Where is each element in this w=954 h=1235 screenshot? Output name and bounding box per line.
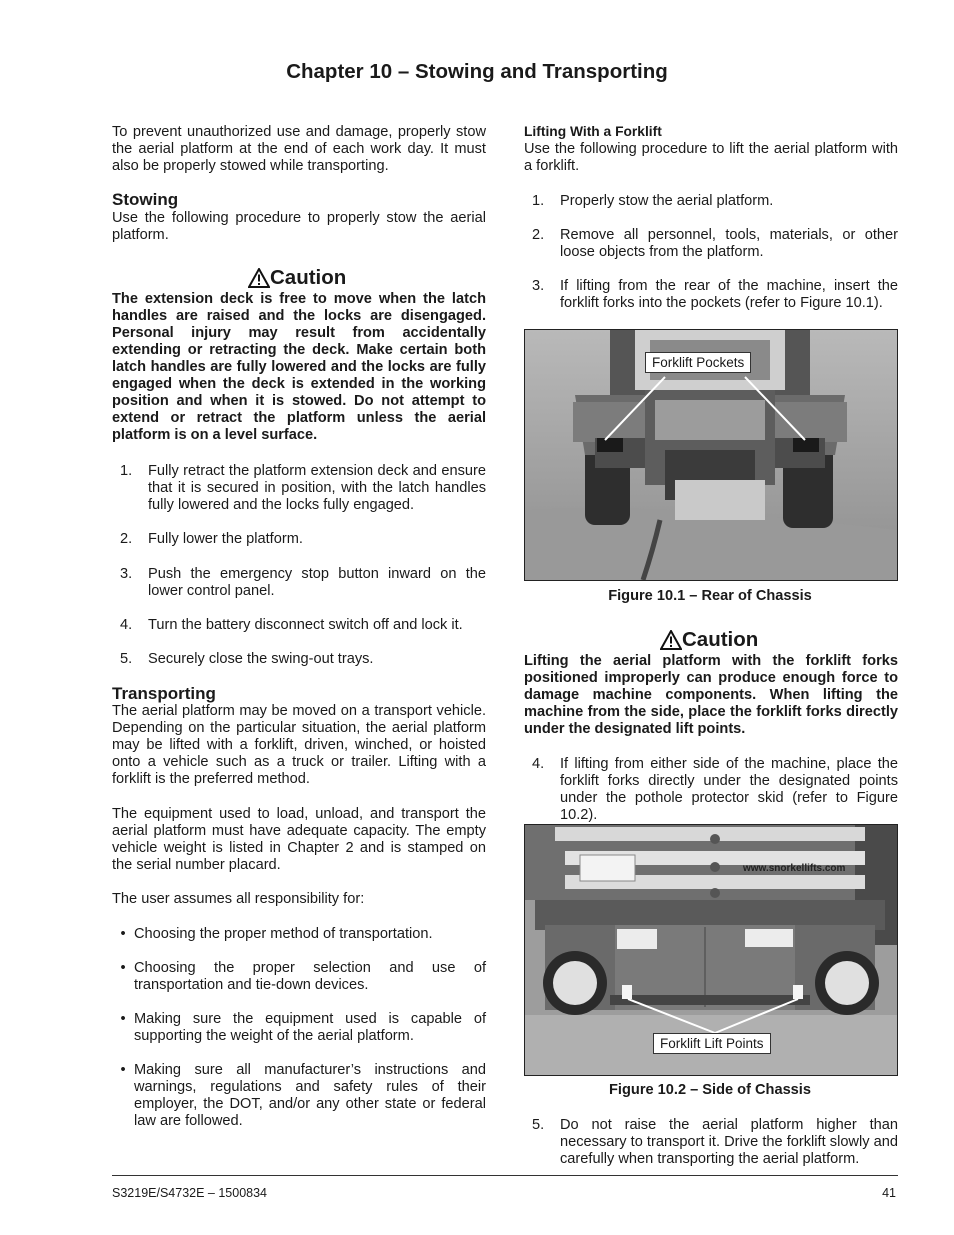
warning-icon bbox=[248, 268, 270, 288]
warning-icon bbox=[660, 630, 682, 650]
stow-step-2 bbox=[120, 531, 486, 548]
page-title: Chapter 10 – Stowing and Transporting bbox=[286, 60, 668, 83]
step-text: Remove all personnel, tools, materials, or other loose objects from the platform. bbox=[560, 227, 898, 260]
forklift-heading: Lifting With a Forklift bbox=[524, 124, 662, 139]
step-number: 5. bbox=[532, 1117, 545, 1133]
step-number: 3. bbox=[532, 278, 545, 294]
bullet-dot: • bbox=[120, 1062, 126, 1078]
stow-step-5 bbox=[120, 651, 486, 668]
step-text: Fully lower the platform. bbox=[148, 531, 303, 547]
transporting-paragraph-2: The equipment used to load, unload, and transport the aerial platform must have adequate capacity. The empty vehicle weight is listed in Chapter 2 and is stamped on the serial number placard. bbox=[112, 806, 486, 873]
bullet-text: Choosing the proper selection and use of transportation and tie-down devices. bbox=[134, 960, 486, 993]
step-number: 1. bbox=[120, 463, 133, 479]
figure1-callout: Forklift Pockets bbox=[645, 352, 751, 373]
responsibility-bullet-2 bbox=[112, 960, 486, 994]
step-number: 1. bbox=[532, 193, 545, 209]
figure-side-of-chassis bbox=[524, 824, 898, 1076]
lift-step-4 bbox=[532, 756, 898, 824]
lift-step-5 bbox=[532, 1117, 898, 1168]
stowing-heading: Stowing bbox=[112, 190, 179, 209]
bullet-text: Making sure all manufacturer’s instructions and warnings, regulations and safety rules of their employer, the DOT, and/or any other state or federal law are followed. bbox=[134, 1062, 486, 1129]
step-text: Turn the battery disconnect switch off and lock it. bbox=[148, 617, 463, 633]
bullet-dot: • bbox=[120, 926, 126, 942]
transporting-paragraph-3: The user assumes all responsibility for: bbox=[112, 891, 365, 907]
stowing-intro: Use the following procedure to properly stow the aerial platform. bbox=[112, 210, 486, 243]
stow-step-1 bbox=[120, 463, 486, 514]
footer-divider bbox=[112, 1175, 898, 1176]
step-number: 5. bbox=[120, 651, 133, 667]
transporting-heading: Transporting bbox=[112, 684, 216, 703]
figure2-callout: Forklift Lift Points bbox=[653, 1033, 771, 1054]
stow-step-3 bbox=[120, 566, 486, 600]
bullet-text: Choosing the proper method of transportation. bbox=[134, 926, 433, 942]
step-text: Properly stow the aerial platform. bbox=[560, 193, 774, 209]
step-text: If lifting from either side of the machine, place the forklift forks directly under the designated points under the pothole protector skid (refer to Figure 10.2). bbox=[560, 756, 898, 823]
step-number: 2. bbox=[120, 531, 133, 547]
step-text: Fully retract the platform extension deck and ensure that it is secured in position, with the latch handles fully lowered and the locks fully engaged. bbox=[148, 463, 486, 513]
lift-step-3 bbox=[532, 278, 898, 312]
bullet-dot: • bbox=[120, 1011, 126, 1027]
caution-label-1: Caution bbox=[270, 266, 347, 289]
step-number: 4. bbox=[120, 617, 133, 633]
figure2-caption: Figure 10.2 – Side of Chassis bbox=[609, 1082, 811, 1098]
caution-heading-1 bbox=[248, 266, 346, 290]
transporting-paragraph-1: The aerial platform may be moved on a transport vehicle. Depending on the particular situation, the aerial platform may be lifted with a forklift, driven, winched, or hoisted onto a vehicle such as a truck or trailer. Lifting with a forklift is the preferred method. bbox=[112, 703, 486, 787]
bullet-text: Making sure the equipment used is capable of supporting the weight of the aerial platform. bbox=[134, 1011, 486, 1044]
step-text: Securely close the swing-out trays. bbox=[148, 651, 374, 667]
caution-text-2: Lifting the aerial platform with the forklift forks positioned improperly can produce enough force to damage machine components. When lifting the machine from the side, place the forklift forks directly under the designated lift points. bbox=[524, 653, 898, 737]
stow-step-4 bbox=[120, 617, 486, 634]
step-number: 3. bbox=[120, 566, 133, 582]
step-text: Push the emergency stop button inward on the lower control panel. bbox=[148, 566, 486, 599]
footer-page-number: 41 bbox=[882, 1186, 896, 1200]
caution-heading-2 bbox=[660, 628, 758, 652]
caution-label-2: Caution bbox=[682, 628, 759, 651]
forklift-intro: Use the following procedure to lift the aerial platform with a forklift. bbox=[524, 141, 898, 174]
figure2-brand-text: www.snorkellifts.com bbox=[743, 863, 846, 874]
step-number: 4. bbox=[532, 756, 545, 772]
figure1-caption: Figure 10.1 – Rear of Chassis bbox=[608, 588, 812, 604]
lift-step-1 bbox=[532, 193, 898, 210]
step-number: 2. bbox=[532, 227, 545, 243]
responsibility-bullet-3 bbox=[112, 1011, 486, 1045]
step-text: Do not raise the aerial platform higher than necessary to transport it. Drive the forklift slowly and carefully when transporting the aerial platform. bbox=[560, 1117, 898, 1167]
figure-rear-of-chassis bbox=[524, 329, 898, 581]
intro-paragraph: To prevent unauthorized use and damage, properly stow the aerial platform at the end of each work day. It must also be properly stowed while transporting. bbox=[112, 124, 486, 174]
lift-step-2 bbox=[532, 227, 898, 261]
footer-doc-id: S3219E/S4732E – 1500834 bbox=[112, 1186, 267, 1200]
responsibility-bullet-4 bbox=[112, 1062, 486, 1130]
caution-text-1: The extension deck is free to move when the latch handles are raised and the locks are disengaged. Personal injury may result from accidentally extending or retracting the deck. Make certain both latch handles are fully lowered and the locks are fully engaged when the deck is extended in the working position and when it is stowed. Do not attempt to extend or retract the platform unless the aerial platform is on a level surface. bbox=[112, 291, 486, 443]
step-text: If lifting from the rear of the machine, insert the forklift forks into the pockets (refer to Figure 10.1). bbox=[560, 278, 898, 311]
bullet-dot: • bbox=[120, 960, 126, 976]
responsibility-bullet-1 bbox=[112, 926, 486, 943]
